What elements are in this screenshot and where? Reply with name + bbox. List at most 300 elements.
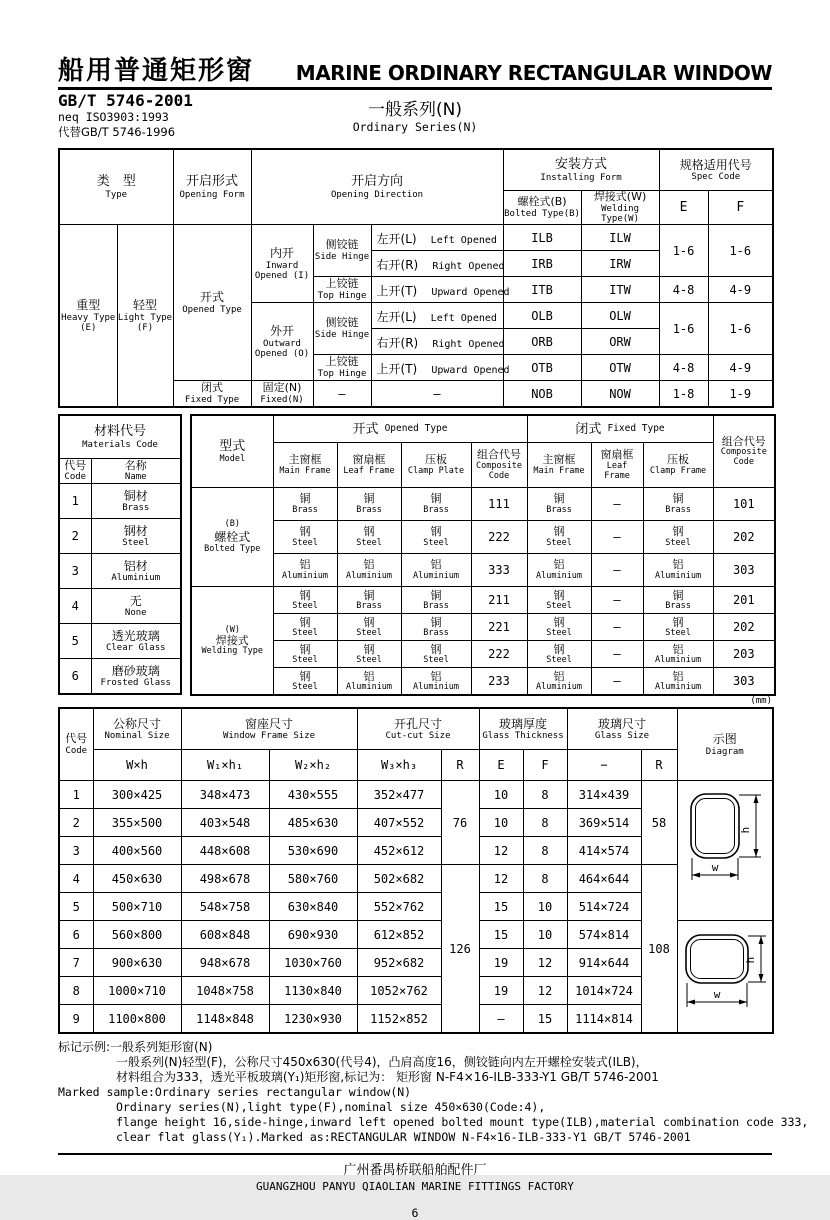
cell-en: Aluminium bbox=[412, 682, 460, 693]
tm-code-en: Code bbox=[64, 472, 87, 483]
t1-side-hinge2-en: Side Hinge bbox=[314, 329, 370, 340]
t2-cell bbox=[337, 641, 401, 668]
t2-welding-group bbox=[191, 587, 273, 696]
t3-wh: 355×500 bbox=[93, 809, 181, 837]
cell-zh: 钢 bbox=[299, 642, 311, 656]
t2-composite-code: 303 bbox=[713, 554, 775, 587]
t2-dash: — bbox=[591, 587, 643, 614]
t3-frame-en: Window Frame Size bbox=[222, 731, 316, 742]
tm-col-name bbox=[91, 459, 181, 484]
cell-en: Steel bbox=[292, 655, 318, 666]
t2-header-model bbox=[191, 415, 273, 488]
t3-w3h3: 612×852 bbox=[357, 921, 441, 949]
t2-fixed-zh: 闭式 bbox=[575, 421, 602, 437]
t3-glass-size: 314×439 bbox=[567, 781, 641, 809]
t1-dir-right2-en: Right Opened bbox=[432, 339, 505, 351]
t3-w2h2: 580×760 bbox=[269, 865, 357, 893]
note-line: 材料组合为333，透光平板玻璃(Y₁)矩形窗,标记为： 矩形窗 N-F4×16-ILB-333-Y1 GB/T 5746-2001 bbox=[116, 1070, 659, 1085]
t3-thick-e: 15 bbox=[479, 893, 523, 921]
t2-composite2-zh: 组合代号 bbox=[721, 434, 766, 448]
t3-sub-wh: W×h bbox=[93, 750, 181, 781]
t1-header-form-en: Opening Form bbox=[179, 189, 245, 200]
t1-heavy-type bbox=[59, 225, 117, 408]
t2-cell bbox=[643, 587, 713, 614]
t3-code: 1 bbox=[59, 781, 93, 809]
t3-code: 2 bbox=[59, 809, 93, 837]
t3-w3h3: 452×612 bbox=[357, 837, 441, 865]
t2-composite-code: 203 bbox=[713, 641, 775, 668]
t3-glass-zh: 玻璃尺寸 bbox=[597, 716, 646, 731]
t2-cell bbox=[401, 587, 471, 614]
tm-mat-zh: 磨砂玻璃 bbox=[111, 663, 160, 678]
t3-w3h3: 502×682 bbox=[357, 865, 441, 893]
t2-header-opened bbox=[273, 415, 527, 443]
t1-code-olw: OLW bbox=[581, 303, 659, 329]
t2-cell bbox=[273, 587, 337, 614]
diagram-h-label: h bbox=[743, 956, 757, 964]
t3-cut-en: Cut-cut Size bbox=[385, 731, 451, 742]
t2-clamp-zh: 压板 bbox=[425, 453, 448, 467]
t2-dash: — bbox=[591, 554, 643, 587]
t3-w2h2: 1230×930 bbox=[269, 1005, 357, 1034]
tm-row-code: 5 bbox=[59, 624, 91, 659]
t1-header-install bbox=[503, 149, 659, 191]
cell-zh: 钢 bbox=[553, 588, 565, 602]
t3-thick-f: 12 bbox=[523, 949, 567, 977]
t1-header-col-f: F bbox=[708, 191, 773, 225]
t3-glass-size: 369×514 bbox=[567, 809, 641, 837]
cell-zh: 铜 bbox=[553, 492, 565, 506]
tm-header bbox=[59, 415, 181, 459]
t2-composite-code: 111 bbox=[471, 488, 527, 521]
t2-clamp-frame-en: Clamp Frame bbox=[649, 465, 707, 476]
t1-side-hinge-1 bbox=[313, 225, 371, 277]
t1-dir-up-2 bbox=[371, 355, 510, 381]
cell-zh: 铝 bbox=[363, 669, 375, 683]
t2-cell bbox=[643, 641, 713, 668]
t2-cell bbox=[273, 554, 337, 587]
tm-mat-zh: 钢材 bbox=[123, 523, 148, 538]
t3-w2h2: 690×930 bbox=[269, 921, 357, 949]
t3-w1h1: 948×678 bbox=[181, 949, 269, 977]
tm-mat-en: Frosted Glass bbox=[100, 678, 171, 689]
materials-code-table bbox=[58, 414, 182, 695]
t3-w2h2: 485×630 bbox=[269, 809, 357, 837]
t1-top-hinge2-zh: 上铰链 bbox=[325, 355, 359, 369]
t1-fixed-n bbox=[251, 381, 313, 408]
t1-code-orb: ORB bbox=[503, 329, 581, 355]
t3-nominal-en: Nominal Size bbox=[104, 731, 170, 742]
cell-en: Brass bbox=[665, 601, 691, 612]
t2-cell bbox=[337, 521, 401, 554]
t1-side-hinge2-zh: 侧铰链 bbox=[325, 316, 359, 330]
t2-dash: — bbox=[591, 641, 643, 668]
cell-zh: 铝 bbox=[672, 669, 684, 683]
t1-side-hinge-2 bbox=[313, 303, 371, 355]
t2-main2-en: Main Frame bbox=[533, 465, 585, 476]
t3-wh: 500×710 bbox=[93, 893, 181, 921]
t3-thick-f: 10 bbox=[523, 893, 567, 921]
t1-spec-itop-f: 4-9 bbox=[708, 277, 773, 303]
t1-dir-left2-zh: 左开(L) bbox=[376, 310, 417, 325]
t1-dir-right-en: Right Opened bbox=[432, 261, 505, 273]
t3-sub-w1h1: W₁×h₁ bbox=[181, 750, 269, 781]
t2-main-zh: 主窗框 bbox=[288, 453, 322, 467]
cell-en: Brass bbox=[292, 504, 318, 515]
t3-header-nominal bbox=[93, 708, 181, 750]
t1-code-orw: ORW bbox=[581, 329, 659, 355]
cell-zh: 铝 bbox=[553, 558, 565, 572]
t1-header-form bbox=[173, 149, 251, 225]
page-title-zh: 船用普通矩形窗 bbox=[58, 56, 255, 86]
t2-composite-code: 303 bbox=[713, 668, 775, 696]
t1-spec-iside-f: 1-6 bbox=[708, 225, 773, 277]
note-line: Marked sample:Ordinary series rectangular window(N) bbox=[58, 1085, 412, 1100]
t1-header-welding-zh: 焊接式(W) bbox=[593, 190, 647, 203]
t3-header-thickness bbox=[479, 708, 567, 750]
t1-spec-otop-f: 4-9 bbox=[708, 355, 773, 381]
t2-cell bbox=[273, 521, 337, 554]
t1-spec-itop-e: 4-8 bbox=[659, 277, 708, 303]
t3-thick-e: 19 bbox=[479, 977, 523, 1005]
t1-outward-zh: 外开 bbox=[270, 324, 295, 339]
t1-header-direction-zh: 开启方向 bbox=[351, 174, 404, 190]
cell-en: Steel bbox=[356, 655, 382, 666]
t1-header-spec-en: Spec Code bbox=[691, 172, 741, 183]
t3-glass-en: Glass Size bbox=[594, 731, 650, 742]
cell-zh: 钢 bbox=[672, 525, 684, 539]
t2-header-composite-right bbox=[713, 415, 775, 488]
tm-mat-en: Brass bbox=[122, 503, 150, 514]
t2-cell bbox=[527, 668, 591, 696]
t3-wh: 900×630 bbox=[93, 949, 181, 977]
t3-glass-size: 464×644 bbox=[567, 865, 641, 893]
t3-diagram-en: Diagram bbox=[705, 746, 744, 757]
t1-dir-up-1 bbox=[371, 277, 510, 303]
t1-side-hinge-zh: 侧铰链 bbox=[325, 238, 359, 252]
cell-en: Aluminium bbox=[655, 570, 702, 581]
t3-code: 9 bbox=[59, 1005, 93, 1034]
t3-diagram-portrait-cell bbox=[677, 781, 773, 921]
t2-clamp-plate-en: Clamp Plate bbox=[407, 465, 465, 476]
t1-header-spec-zh: 规格适用代号 bbox=[679, 157, 752, 172]
t1-fixed-n-en: Fixed(N) bbox=[260, 394, 304, 405]
t2-col-main-open bbox=[273, 443, 337, 488]
t3-header-diagram bbox=[677, 708, 773, 781]
t3-thick-f: 8 bbox=[523, 781, 567, 809]
t2-composite-code: 202 bbox=[713, 521, 775, 554]
t2-col-clamp-open bbox=[401, 443, 471, 488]
t3-thick-e: 19 bbox=[479, 949, 523, 977]
t2-cell bbox=[527, 614, 591, 641]
t2-composite-code: 101 bbox=[713, 488, 775, 521]
t1-header-col-e: E bbox=[659, 191, 708, 225]
cell-zh: 钢 bbox=[299, 588, 311, 602]
t3-glass-size: 514×724 bbox=[567, 893, 641, 921]
cell-en: Steel bbox=[292, 537, 318, 548]
t3-sub-r2: R bbox=[641, 750, 677, 781]
tm-mat-zh: 铝材 bbox=[123, 558, 148, 573]
t1-code-irw: IRW bbox=[581, 251, 659, 277]
tm-row-name bbox=[91, 589, 181, 624]
t2-cell bbox=[401, 614, 471, 641]
t1-spec-n-f: 1-9 bbox=[708, 381, 773, 408]
window-diagram-portrait bbox=[681, 786, 769, 911]
cell-en: Brass bbox=[423, 504, 449, 515]
t2-composite-code: 233 bbox=[471, 668, 527, 696]
t3-thick-e: — bbox=[479, 1005, 523, 1034]
cell-en: Steel bbox=[665, 537, 691, 548]
tm-mat-zh: 无 bbox=[129, 593, 142, 608]
t3-wh: 560×800 bbox=[93, 921, 181, 949]
t1-code-ilb: ILB bbox=[503, 225, 581, 251]
t2-main2-zh: 主窗框 bbox=[542, 453, 576, 467]
t1-opened-en: Opened Type bbox=[182, 304, 242, 315]
cell-zh: 铜 bbox=[430, 492, 442, 506]
marking-notes bbox=[58, 1040, 809, 1145]
t1-header-install-zh: 安装方式 bbox=[555, 157, 608, 173]
t2-leaf2-zh: 窗扇框 bbox=[600, 448, 634, 462]
t1-code-ilw: ILW bbox=[581, 225, 659, 251]
note-line: 一般系列(N)轻型(F)，公称尺寸450x630(代号4)，凸肩高度16，侧铰链向内左开螺栓安装式(ILB)， bbox=[116, 1055, 648, 1070]
t3-w3h3: 1152×852 bbox=[357, 1005, 441, 1034]
table-row bbox=[59, 865, 773, 893]
t1-outward bbox=[251, 303, 313, 381]
cell-en: Aluminium bbox=[412, 570, 460, 581]
cell-zh: 铝 bbox=[299, 558, 311, 572]
cell-en: Brass bbox=[356, 504, 382, 515]
t3-code: 4 bbox=[59, 865, 93, 893]
cell-zh: 铝 bbox=[672, 558, 684, 572]
t1-dir-right-2 bbox=[371, 329, 503, 355]
t2-leaf2-en: Leaf Frame bbox=[604, 460, 630, 481]
t2-leaf-en: Leaf Frame bbox=[343, 465, 395, 476]
t3-diagram-landscape-cell bbox=[677, 921, 773, 1034]
t2-cell bbox=[401, 554, 471, 587]
t3-thick-f: 8 bbox=[523, 809, 567, 837]
tm-row-code: 6 bbox=[59, 659, 91, 695]
cell-en: Steel bbox=[292, 628, 318, 639]
t2-bolted-pre: (B) bbox=[224, 519, 240, 530]
t1-dir-left-2 bbox=[371, 303, 503, 329]
t1-top-hinge-1 bbox=[313, 277, 371, 303]
t1-top-hinge-2 bbox=[313, 355, 371, 381]
cell-zh: 钢 bbox=[363, 642, 375, 656]
tm-row-name bbox=[91, 624, 181, 659]
cell-en: Brass bbox=[546, 504, 572, 515]
t3-w1h1: 448×608 bbox=[181, 837, 269, 865]
cell-zh: 铜 bbox=[363, 492, 375, 506]
t2-cell bbox=[527, 554, 591, 587]
t3-code: 6 bbox=[59, 921, 93, 949]
t1-code-nob: NOB bbox=[503, 381, 581, 408]
t3-thick-en: Glass Thickness bbox=[482, 731, 564, 742]
cell-zh: 铝 bbox=[672, 642, 684, 656]
dimension-table bbox=[58, 707, 774, 1034]
t3-diagram-zh: 示图 bbox=[712, 732, 737, 747]
factory-name-en: GUANGZHOU PANYU QIAOLIAN MARINE FITTINGS FACTORY bbox=[256, 1179, 574, 1193]
cell-en: Steel bbox=[546, 655, 572, 666]
t2-cell bbox=[527, 641, 591, 668]
t2-cell bbox=[527, 488, 591, 521]
t1-header-welding-en: Welding Type(W) bbox=[601, 203, 640, 224]
cell-en: Aluminium bbox=[655, 655, 702, 666]
composition-table bbox=[190, 414, 776, 696]
t1-header-type-zh: 类 型 bbox=[96, 174, 136, 190]
t3-glass-radius: 108 bbox=[641, 865, 677, 1034]
tm-row-name bbox=[91, 484, 181, 519]
t3-w3h3: 552×762 bbox=[357, 893, 441, 921]
t2-opened-en: Opened Type bbox=[384, 422, 448, 434]
t2-model-zh: 型式 bbox=[219, 439, 246, 455]
cell-en: Steel bbox=[546, 537, 572, 548]
t3-thick-e: 12 bbox=[479, 837, 523, 865]
t1-dir-up-zh: 上开(T) bbox=[376, 284, 418, 299]
note-line: 标记示例:一般系列矩形窗(N) bbox=[58, 1040, 213, 1055]
t1-header-type bbox=[59, 149, 173, 225]
cell-zh: 铜 bbox=[430, 615, 442, 629]
page-title-en: MARINE ORDINARY RECTANGULAR WINDOW bbox=[295, 61, 772, 85]
t2-cell bbox=[337, 587, 401, 614]
t1-code-itb: ITB bbox=[503, 277, 581, 303]
t3-w2h2: 630×840 bbox=[269, 893, 357, 921]
cell-zh: 铜 bbox=[299, 492, 311, 506]
t3-w2h2: 430×555 bbox=[269, 781, 357, 809]
cell-zh: 钢 bbox=[430, 525, 442, 539]
t3-wh: 300×425 bbox=[93, 781, 181, 809]
tm-name-en: Name bbox=[124, 472, 147, 483]
t1-dir-right-zh: 右开(R) bbox=[376, 258, 419, 273]
t1-inward-en: Inward Opened (I) bbox=[254, 260, 310, 282]
t2-composite-code: 222 bbox=[471, 521, 527, 554]
t3-code-en: Code bbox=[65, 745, 88, 756]
t2-fixed-en: Fixed Type bbox=[607, 422, 665, 434]
opening-form-table bbox=[58, 148, 774, 408]
t1-header-bolted-en: Bolted Type(B) bbox=[504, 208, 580, 219]
t3-thick-f: 8 bbox=[523, 865, 567, 893]
factory-name-zh: 广州番禺桥联船舶配件厂 bbox=[343, 1163, 487, 1179]
t3-glass-size: 574×814 bbox=[567, 921, 641, 949]
t1-spec-iside-e: 1-6 bbox=[659, 225, 708, 277]
cell-en: Aluminium bbox=[281, 570, 329, 581]
t2-cell bbox=[527, 587, 591, 614]
t1-header-form-zh: 开启形式 bbox=[186, 174, 239, 190]
t1-light-zh: 轻型 bbox=[133, 298, 158, 313]
t1-dir-left-en: Left Opened bbox=[430, 235, 497, 247]
t1-dir-left-1 bbox=[371, 225, 503, 251]
cell-en: Aluminium bbox=[535, 570, 583, 581]
page-number: 6 bbox=[411, 1205, 419, 1220]
t2-cell bbox=[337, 488, 401, 521]
t3-glass-size: 414×574 bbox=[567, 837, 641, 865]
cell-en: Steel bbox=[665, 628, 691, 639]
cell-zh: 铝 bbox=[430, 669, 442, 683]
t1-top-hinge2-en: Top Hinge bbox=[317, 368, 367, 379]
t2-col-leaf-fixed bbox=[591, 443, 643, 488]
t1-top-hinge-zh: 上铰链 bbox=[325, 277, 359, 291]
series-heading bbox=[353, 101, 478, 135]
t2-composite-en: Composite Code bbox=[475, 460, 523, 481]
diagram-h-label: h bbox=[738, 827, 752, 834]
t1-spec-oside-f: 1-6 bbox=[708, 303, 773, 355]
tm-mat-en: Steel bbox=[122, 538, 150, 549]
t1-header-spec bbox=[659, 149, 773, 191]
cell-en: Brass bbox=[356, 601, 382, 612]
t3-w2h2: 1130×840 bbox=[269, 977, 357, 1005]
t2-welding-en: Welding Type bbox=[201, 645, 263, 656]
materials-section bbox=[58, 414, 772, 696]
t3-thick-zh: 玻璃厚度 bbox=[498, 716, 547, 731]
t1-fixed-type bbox=[173, 381, 251, 408]
t3-w1h1: 1148×848 bbox=[181, 1005, 269, 1034]
series-zh: 一般系列(N) bbox=[368, 100, 462, 120]
t3-thick-e: 12 bbox=[479, 865, 523, 893]
t1-header-bolted-zh: 螺栓式(B) bbox=[517, 195, 567, 209]
t3-thick-f: 8 bbox=[523, 837, 567, 865]
t1-header-welding bbox=[581, 191, 659, 225]
t2-col-clamp-fixed bbox=[643, 443, 713, 488]
t1-side-hinge-en: Side Hinge bbox=[314, 251, 370, 262]
t3-w3h3: 352×477 bbox=[357, 781, 441, 809]
t2-cell bbox=[273, 614, 337, 641]
t3-nominal-zh: 公称尺寸 bbox=[112, 716, 161, 731]
t2-composite-code: 333 bbox=[471, 554, 527, 587]
t2-cell bbox=[273, 668, 337, 696]
t1-fixed-zh: 闭式 bbox=[201, 381, 224, 395]
cell-zh: 钢 bbox=[672, 615, 684, 629]
t2-welding-pre: (W) bbox=[224, 625, 240, 636]
t3-w1h1: 608×848 bbox=[181, 921, 269, 949]
cell-zh: 钢 bbox=[363, 615, 375, 629]
cell-zh: 铝 bbox=[430, 558, 442, 572]
tm-row-code: 1 bbox=[59, 484, 91, 519]
cell-en: Steel bbox=[546, 601, 572, 612]
t2-cell bbox=[337, 614, 401, 641]
t1-header-direction-en: Opening Direction bbox=[330, 189, 424, 200]
t3-w1h1: 348×473 bbox=[181, 781, 269, 809]
t1-dir-up2-zh: 上开(T) bbox=[376, 362, 418, 377]
t3-w3h3: 1052×762 bbox=[357, 977, 441, 1005]
t3-glass-size: 1014×724 bbox=[567, 977, 641, 1005]
t2-cell bbox=[273, 641, 337, 668]
tm-row-name bbox=[91, 519, 181, 554]
page-footer bbox=[58, 1153, 772, 1194]
t2-dash: — bbox=[591, 521, 643, 554]
tm-title-zh: 材料代号 bbox=[94, 424, 147, 440]
t3-header-cut bbox=[357, 708, 479, 750]
cell-zh: 铝 bbox=[363, 558, 375, 572]
standard-neq: neq ISO3903:1993 bbox=[58, 110, 169, 125]
t3-cut-radius: 126 bbox=[441, 865, 479, 1034]
t3-thick-e: 15 bbox=[479, 921, 523, 949]
t1-dir-left2-en: Left Opened bbox=[430, 313, 497, 325]
t3-thick-f: 15 bbox=[523, 1005, 567, 1034]
cell-zh: 铜 bbox=[672, 492, 684, 506]
t1-code-itw: ITW bbox=[581, 277, 659, 303]
t2-cell bbox=[643, 521, 713, 554]
t1-opened-zh: 开式 bbox=[200, 290, 225, 305]
t3-header-code bbox=[59, 708, 93, 781]
t3-w3h3: 952×682 bbox=[357, 949, 441, 977]
t3-wh: 1000×710 bbox=[93, 977, 181, 1005]
t3-wh: 400×560 bbox=[93, 837, 181, 865]
t3-thick-f: 12 bbox=[523, 977, 567, 1005]
t1-light-type bbox=[117, 225, 173, 408]
t3-code: 8 bbox=[59, 977, 93, 1005]
t3-code: 5 bbox=[59, 893, 93, 921]
t2-cell bbox=[643, 614, 713, 641]
series-en: Ordinary Series(N) bbox=[352, 119, 478, 134]
